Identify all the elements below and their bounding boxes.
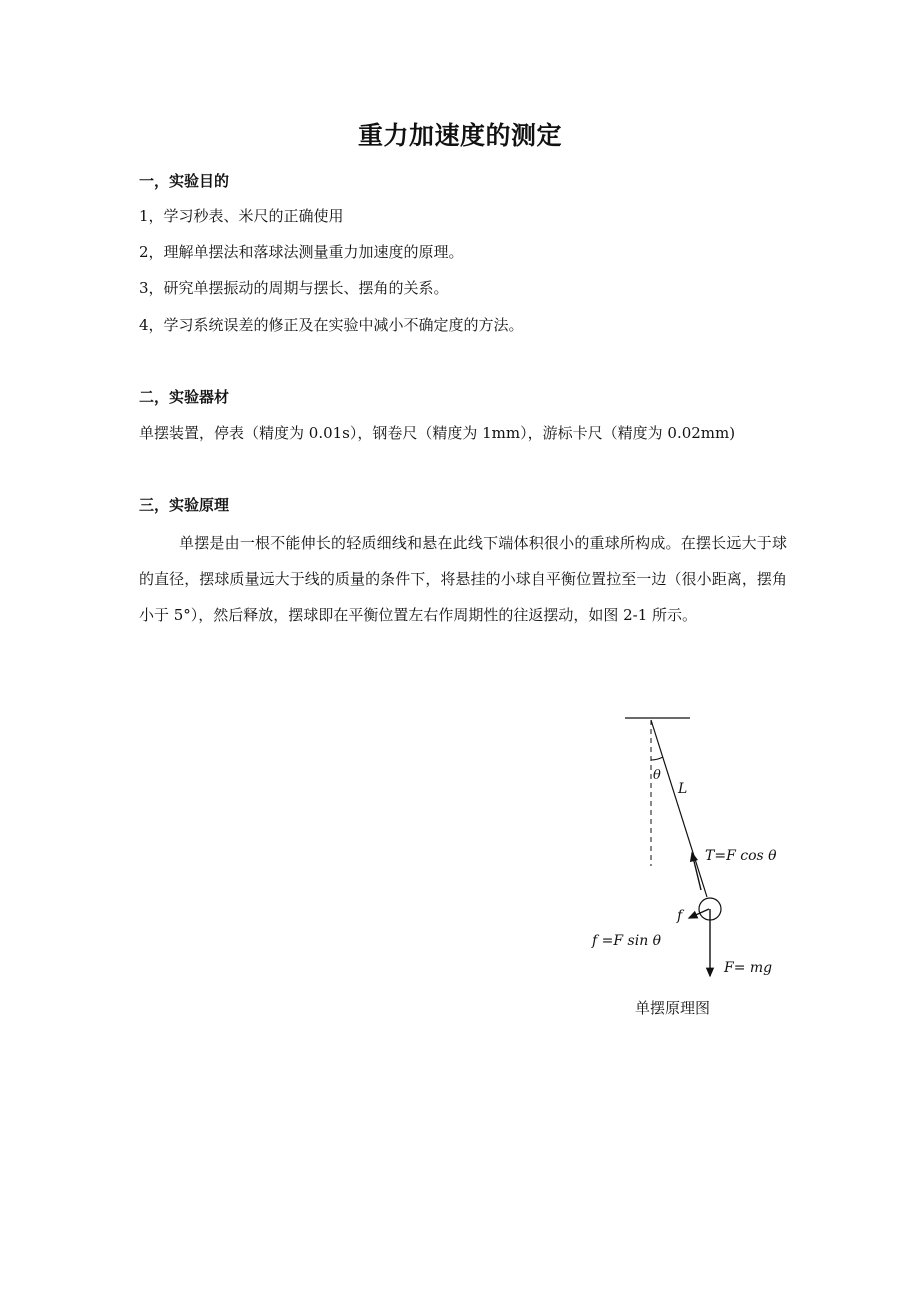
tension-arrow: [692, 853, 701, 890]
section-heading-purpose: 一，实验目的: [139, 172, 230, 190]
page-title: 重力加速度的测定: [357, 121, 562, 150]
tension-label: T=F cos θ: [705, 848, 777, 864]
figure-caption: 单摆原理图: [635, 999, 711, 1017]
section-heading-equipment: 二，实验器材: [139, 388, 230, 406]
angle-arc: [651, 757, 663, 760]
section-heading-principle: 三，实验原理: [139, 496, 230, 514]
purpose-item: 1，学习秒表、米尺的正确使用: [139, 207, 344, 225]
theta-label: θ: [653, 768, 661, 783]
pendulum-string: [651, 720, 707, 897]
pendulum-diagram: [585, 700, 805, 1030]
equipment-text: 单摆装置，停表（精度为 0.01s），钢卷尺（精度为 1mm），游标卡尺（精度为 0.02mm): [139, 424, 736, 442]
purpose-item: 4，学习系统误差的修正及在实验中减小不确定度的方法。: [139, 316, 524, 334]
principle-paragraph: 单摆是由一根不能伸长的轻质细线和悬在此线下端体积很小的重球所构成。在摆长远大于球的直径，摆球质量远大于线的质量的条件下，将悬挂的小球自平衡位置拉至一边（很小距离，摆角小于 5°），然后释放，摆球即在平衡位置左右作周期性的往返摆动，如图 2-1 所示。: [139, 534, 787, 624]
purpose-item: 2，理解单摆法和落球法测量重力加速度的原理。: [139, 243, 464, 261]
restoring-force-label: f =F sin θ: [592, 933, 662, 949]
gravity-label: F= mg: [724, 960, 773, 976]
purpose-item: 3，研究单摆振动的周期与摆长、摆角的关系。: [139, 279, 449, 297]
small-f-label: f: [677, 908, 683, 924]
length-label: L: [678, 781, 688, 797]
